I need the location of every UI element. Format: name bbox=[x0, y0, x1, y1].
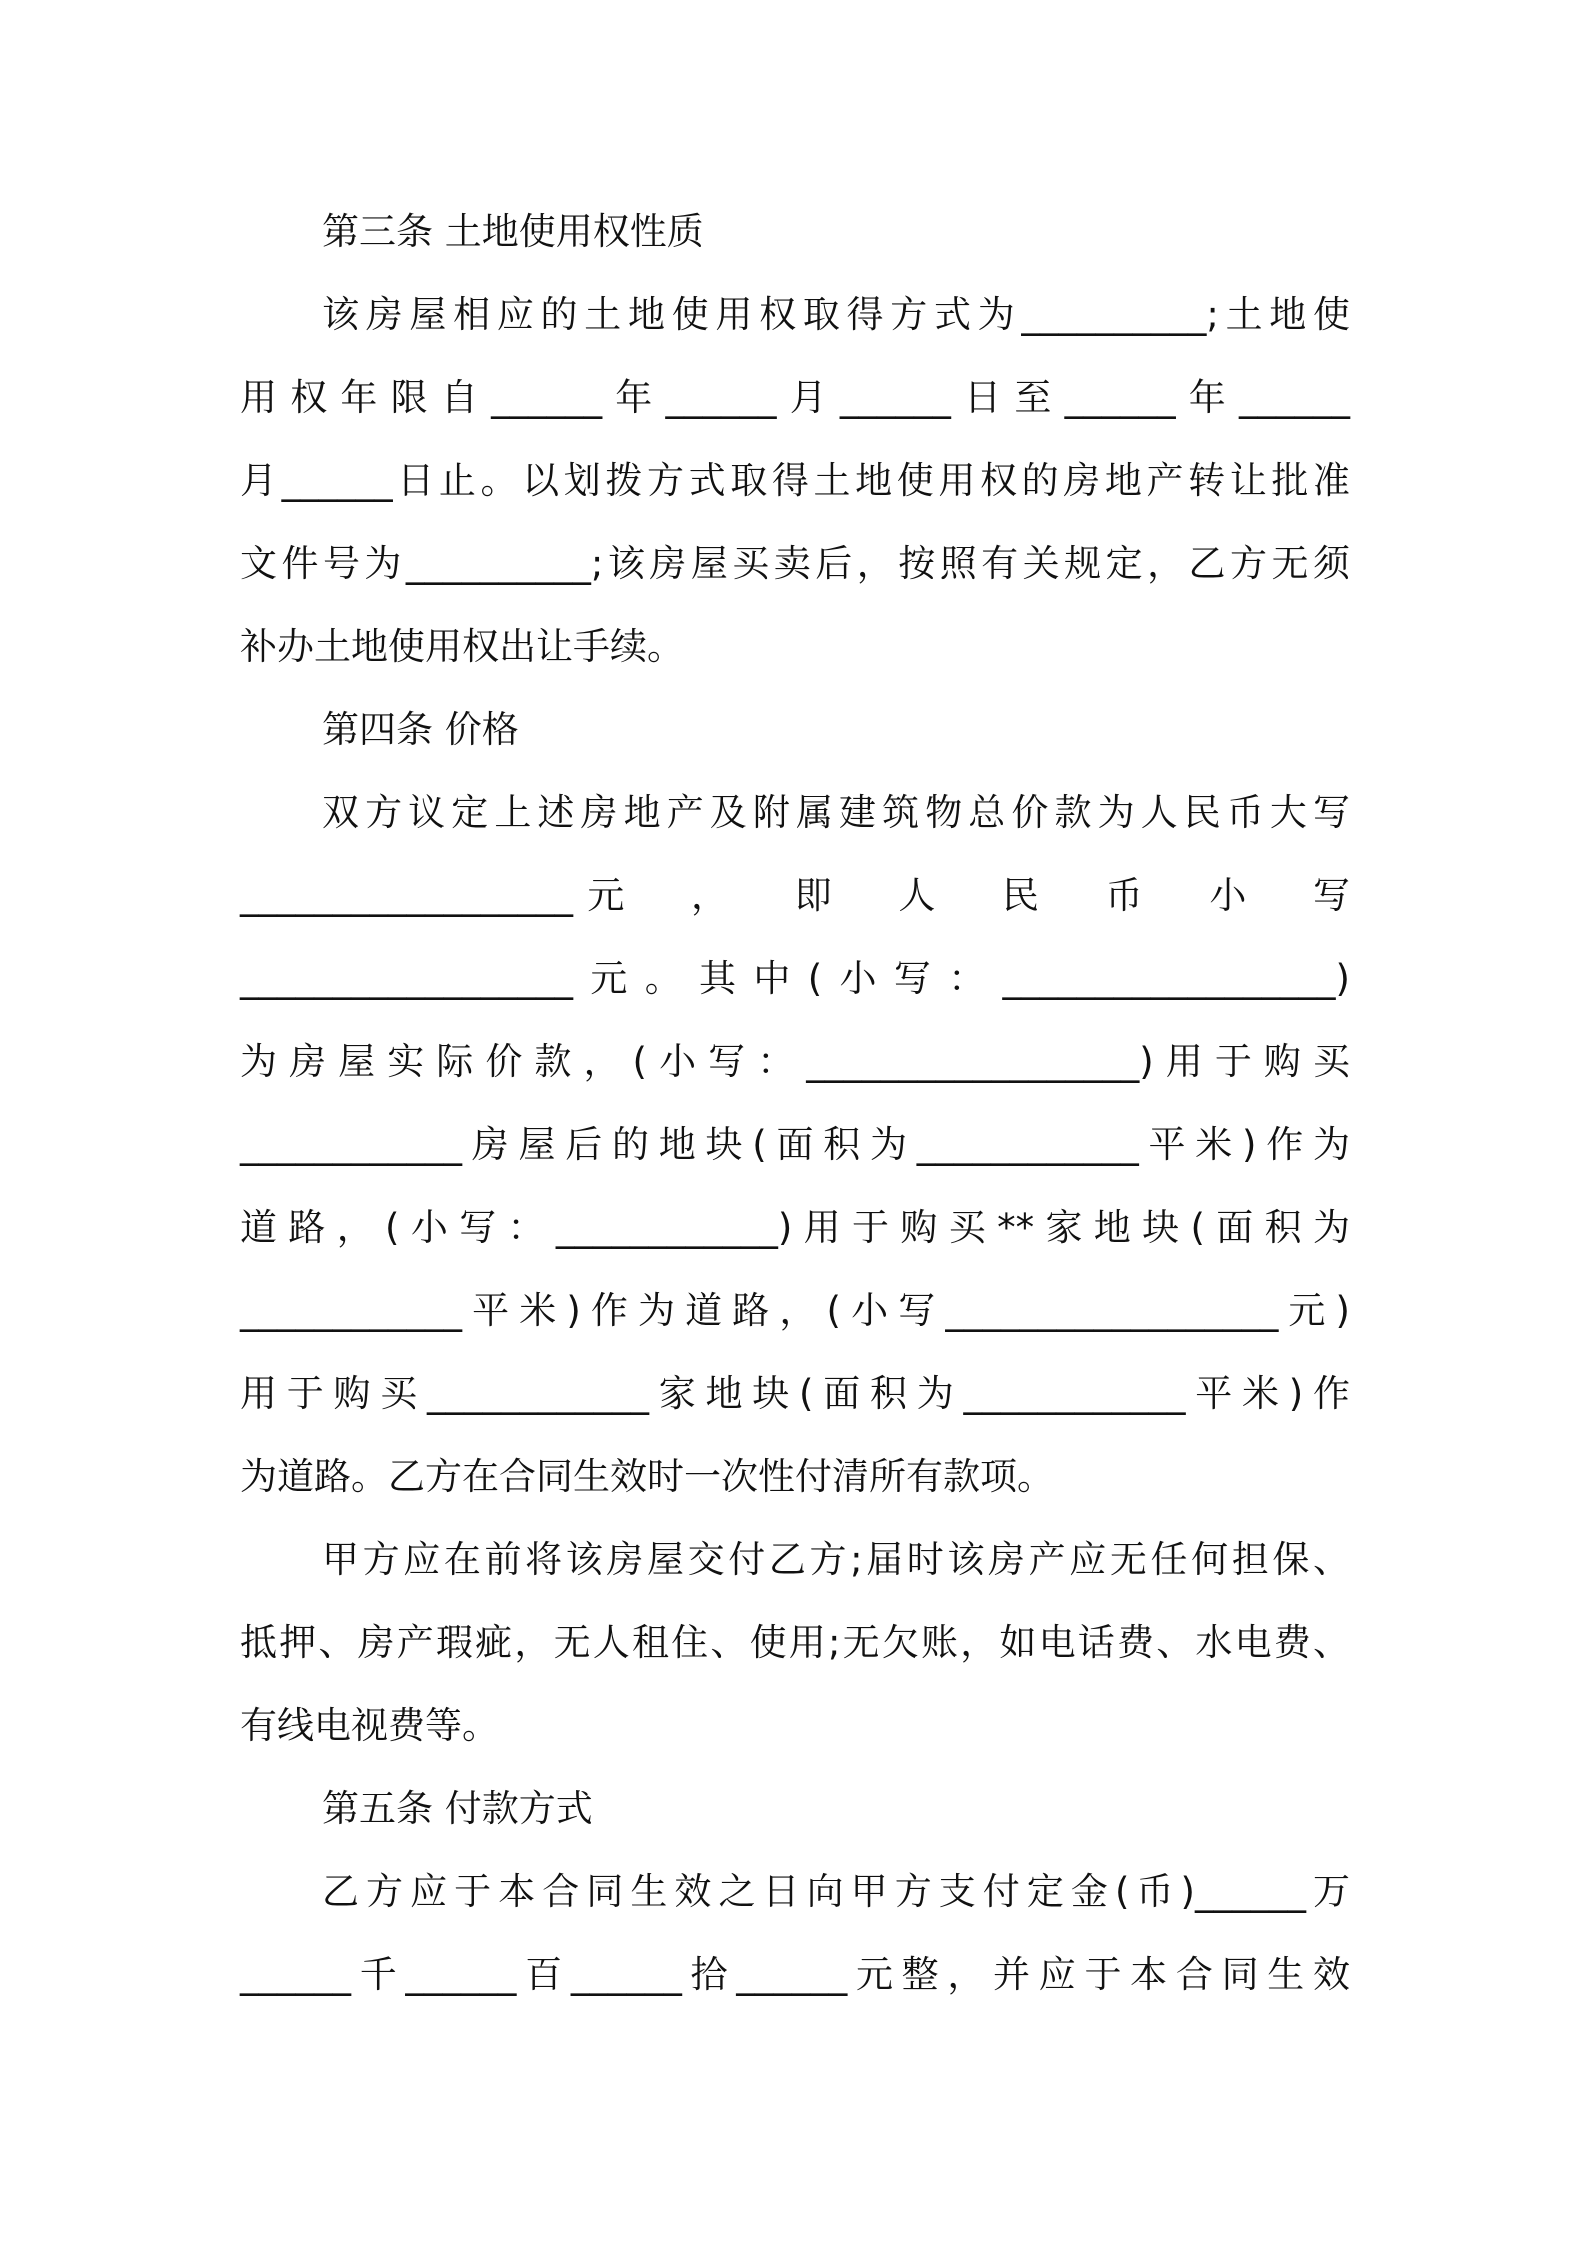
article-4-line: 双方议定上述房地产及附属建筑物总价款为人民币大写 bbox=[322, 791, 1350, 834]
article-3-line: 补办土地使用权出让手续。 bbox=[240, 625, 684, 668]
document-page bbox=[240, 190, 1350, 2016]
article-4-line: 道路，(小写：____________)用于购买**家地块(面积为 bbox=[240, 1206, 1350, 1249]
article-4-line: 为房屋实际价款，(小写：__________________)用于购买 bbox=[240, 1040, 1350, 1083]
article-4-heading: 第四条 价格 bbox=[322, 708, 519, 751]
article-5-line: ______千______百______拾______元整，并应于本合同生效 bbox=[240, 1953, 1350, 1996]
article-4-line: __________________元。其中(小写：__________________) bbox=[240, 957, 1350, 1000]
article-4-line: ____________房屋后的地块(面积为____________平米)作为 bbox=[240, 1123, 1350, 1166]
article-3-line: 文件号为__________;该房屋买卖后，按照有关规定，乙方无须 bbox=[240, 542, 1350, 585]
article-4-line: ____________平米)作为道路，(小写__________________元) bbox=[240, 1289, 1350, 1332]
article-4-line: 为道路。乙方在合同生效时一次性付清所有款项。 bbox=[240, 1455, 1054, 1498]
article-3-line: 月______日止。以划拨方式取得土地使用权的房地产转让批准 bbox=[240, 459, 1350, 502]
article-3-line: 该房屋相应的土地使用权取得方式为__________;土地使 bbox=[322, 293, 1350, 336]
article-4-line: 用于购买____________家地块(面积为____________平米)作 bbox=[240, 1372, 1350, 1415]
article-4-paragraph-2-line: 甲方应在前将该房屋交付乙方;届时该房产应无任何担保、 bbox=[322, 1538, 1350, 1581]
article-4-paragraph-2-line: 抵押、房产瑕疵，无人租住、使用;无欠账，如电话费、水电费、 bbox=[240, 1621, 1350, 1664]
article-4-paragraph-2-line: 有线电视费等。 bbox=[240, 1704, 499, 1747]
article-5-heading: 第五条 付款方式 bbox=[322, 1787, 593, 1830]
article-3-heading: 第三条 土地使用权性质 bbox=[322, 210, 704, 253]
article-3-line: 用权年限自______年______月______日至______年______ bbox=[240, 376, 1350, 419]
article-4-line: __________________元 ， 即 人 民 币 小 写 bbox=[240, 874, 1350, 917]
article-5-line: 乙方应于本合同生效之日向甲方支付定金(币)______万 bbox=[322, 1870, 1350, 1913]
